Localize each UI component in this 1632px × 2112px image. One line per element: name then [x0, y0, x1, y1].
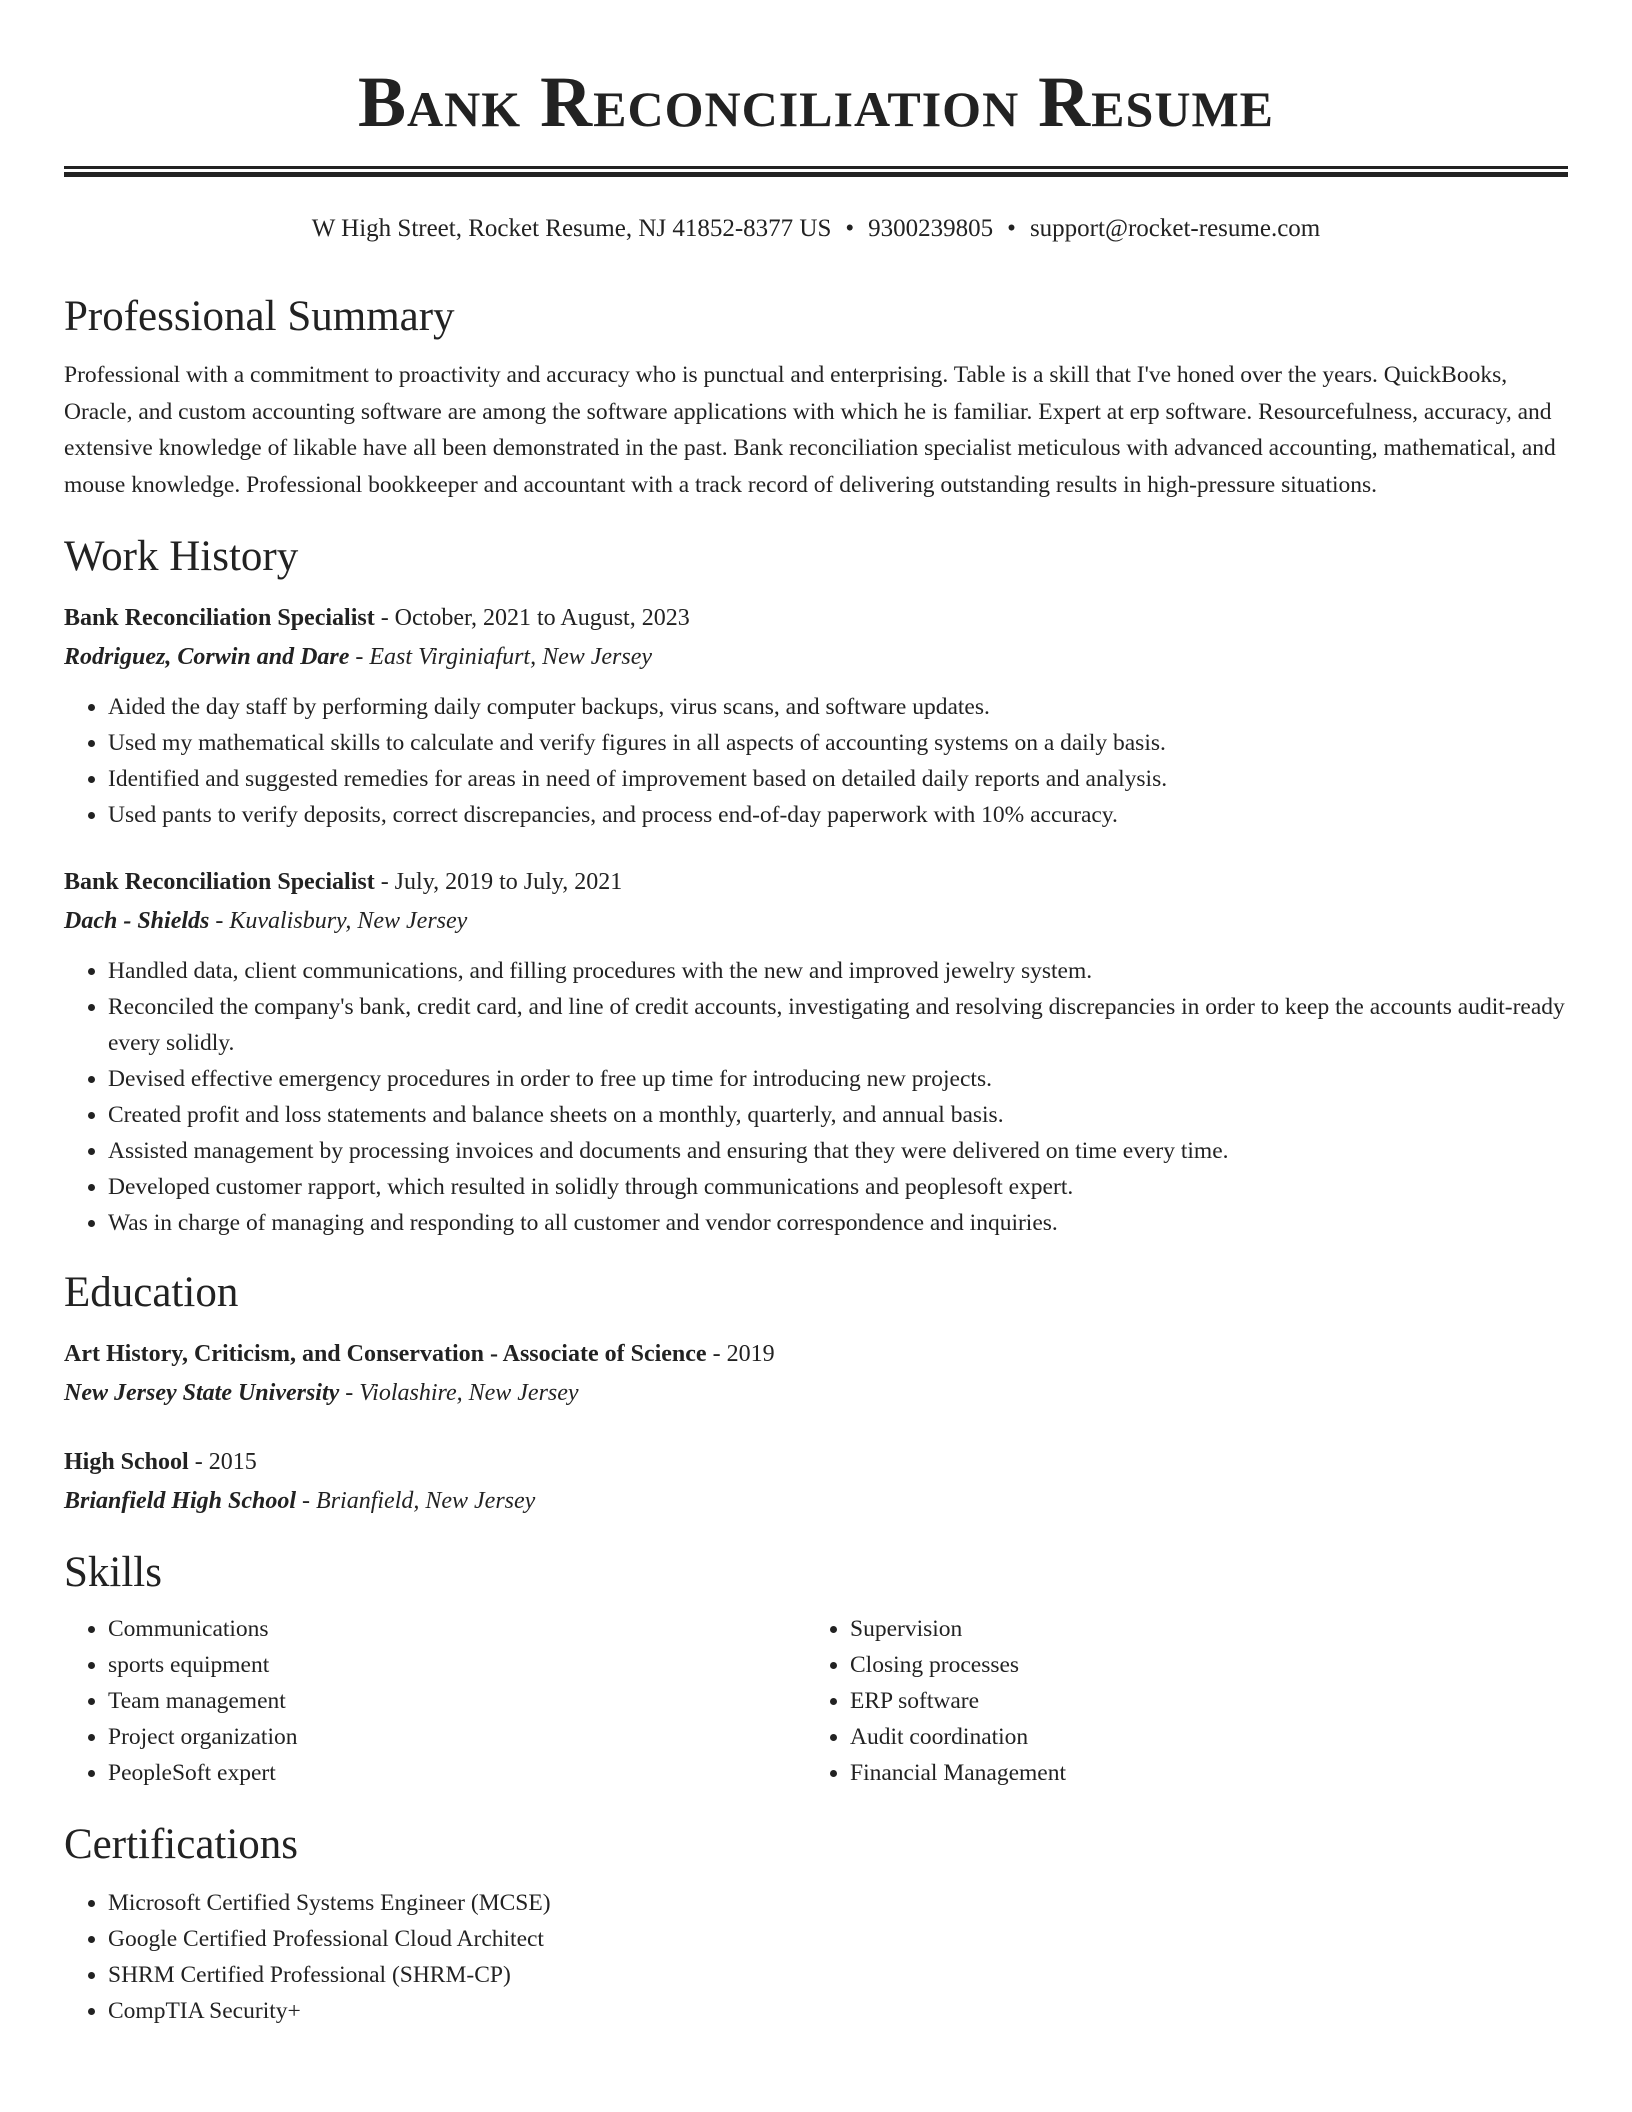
job-location: - Kuvalisbury, New Jersey — [209, 908, 468, 934]
skills-grid — [64, 1611, 1568, 1791]
job-title-line — [64, 599, 1568, 638]
job-title-line — [64, 863, 1568, 902]
school-location: - Violashire, New Jersey — [339, 1380, 579, 1406]
school-line — [64, 1482, 1568, 1521]
degree: High School — [64, 1449, 189, 1475]
school-name: Brianfield High School — [64, 1488, 297, 1514]
education-heading: Education — [64, 1269, 239, 1316]
job-bullets — [64, 689, 1568, 833]
list-item: • Devised effective emergency procedures in order to free up time for introducing new projects. — [108, 1061, 1568, 1097]
list-item: • Closing processes — [850, 1647, 1548, 1683]
list-item: • ERP software — [850, 1683, 1548, 1719]
list-item: • sports equipment — [108, 1647, 806, 1683]
school-location: - Brianfield, New Jersey — [296, 1488, 536, 1514]
school-line — [64, 1374, 1568, 1413]
list-item: • Aided the day staff by performing daily computer backups, virus scans, and software updates. — [108, 689, 1568, 725]
job-title: Bank Reconciliation Specialist — [64, 869, 375, 895]
list-item: • Communications — [108, 1611, 806, 1647]
skills-heading: Skills — [64, 1549, 162, 1596]
job-company-line — [64, 638, 1568, 677]
contact-email: support@rocket-resume.com — [1029, 215, 1321, 242]
job-company: Dach - Shields — [64, 908, 210, 934]
certifications-heading: Certifications — [64, 1821, 299, 1868]
list-item: • Financial Management — [850, 1755, 1548, 1791]
list-item: • PeopleSoft expert — [108, 1755, 806, 1791]
skills-list — [64, 1611, 806, 1791]
graduation-year: - 2015 — [188, 1449, 257, 1475]
job-entry — [64, 599, 1568, 833]
contact-separator: • — [1007, 215, 1016, 242]
list-item: • Was in charge of managing and responding to all customer and vendor correspondence and inquiries. — [108, 1205, 1568, 1241]
list-item: • Assisted management by processing invoices and documents and ensuring that they were delivered on time every time. — [108, 1133, 1568, 1169]
list-item: • Used pants to verify deposits, correct discrepancies, and process end-of-day paperwork with 10% accuracy. — [108, 797, 1568, 833]
education-entry — [64, 1443, 1568, 1521]
job-company: Rodriguez, Corwin and Dare — [64, 644, 350, 670]
list-item: • Audit coordination — [850, 1719, 1548, 1755]
job-company-line — [64, 902, 1568, 941]
graduation-year: - 2019 — [706, 1341, 775, 1367]
degree-line — [64, 1335, 1568, 1374]
degree: Art History, Criticism, and Conservation - Associate of Science — [64, 1341, 707, 1367]
degree-line — [64, 1443, 1568, 1482]
job-location: - East Virginiafurt, New Jersey — [349, 644, 653, 670]
list-item: • Created profit and loss statements and balance sheets on a monthly, quarterly, and annual basis. — [108, 1097, 1568, 1133]
contact-line — [64, 213, 1568, 245]
list-item: • Team management — [108, 1683, 806, 1719]
list-item: • Identified and suggested remedies for areas in need of improvement based on detailed daily reports and analysis. — [108, 761, 1568, 797]
education-entry — [64, 1335, 1568, 1413]
list-item: • Handled data, client communications, and filling procedures with the new and improved jewelry system. — [108, 953, 1568, 989]
summary-text: Professional with a commitment to proactivity and accuracy who is punctual and enterprising. Table is a skill that I've honed over the years. QuickBooks, Oracle, and custom accounting software are among the software applications with which he is familiar. Expert at erp software. Resourcefulness, accuracy, and extensive knowledge of likable have all been demonstrated in the past. Bank reconciliation specialist meticulous with advanced accounting, mathematical, and mouse knowledge. Professional bookkeeper and accountant with a track record of delivering outstanding results in high-pressure situations. — [64, 362, 1556, 498]
school-name: New Jersey State University — [64, 1380, 340, 1406]
contact-separator: • — [845, 215, 855, 242]
job-dates: - July, 2019 to July, 2021 — [374, 869, 623, 895]
work-history-heading: Work History — [64, 533, 299, 580]
job-dates: - October, 2021 to August, 2023 — [374, 605, 690, 631]
skills-column-left — [64, 1611, 806, 1791]
list-item: • Developed customer rapport, which resulted in solidly through communications and peoplesoft expert. — [108, 1169, 1568, 1205]
job-title: Bank Reconciliation Specialist — [64, 605, 375, 631]
list-item: • CompTIA Security+ — [108, 1993, 1568, 2029]
title-divider — [64, 166, 1568, 177]
resume-title: Bank Reconciliation Resume — [358, 62, 1274, 142]
list-item: • Reconciled the company's bank, credit card, and line of credit accounts, investigating and resolving discrepancies in order to keep the accounts audit-ready every solidly. — [108, 989, 1568, 1061]
list-item: • Google Certified Professional Cloud Architect — [108, 1921, 1568, 1957]
job-entry — [64, 863, 1568, 1241]
certifications-list — [64, 1885, 1568, 2029]
list-item: • Supervision — [850, 1611, 1548, 1647]
job-bullets — [64, 953, 1568, 1241]
skills-list — [806, 1611, 1548, 1791]
skills-column-right — [806, 1611, 1548, 1791]
list-item: • SHRM Certified Professional (SHRM-CP) — [108, 1957, 1568, 1993]
summary-heading: Professional Summary — [64, 293, 455, 340]
contact-address: W High Street, Rocket Resume, NJ 41852-8377 US — [311, 215, 832, 242]
list-item: • Used my mathematical skills to calculate and verify figures in all aspects of accounting systems on a daily basis. — [108, 725, 1568, 761]
list-item: • Project organization — [108, 1719, 806, 1755]
list-item: • Microsoft Certified Systems Engineer (MCSE) — [108, 1885, 1568, 1921]
contact-phone: 9300239805 — [868, 215, 994, 242]
